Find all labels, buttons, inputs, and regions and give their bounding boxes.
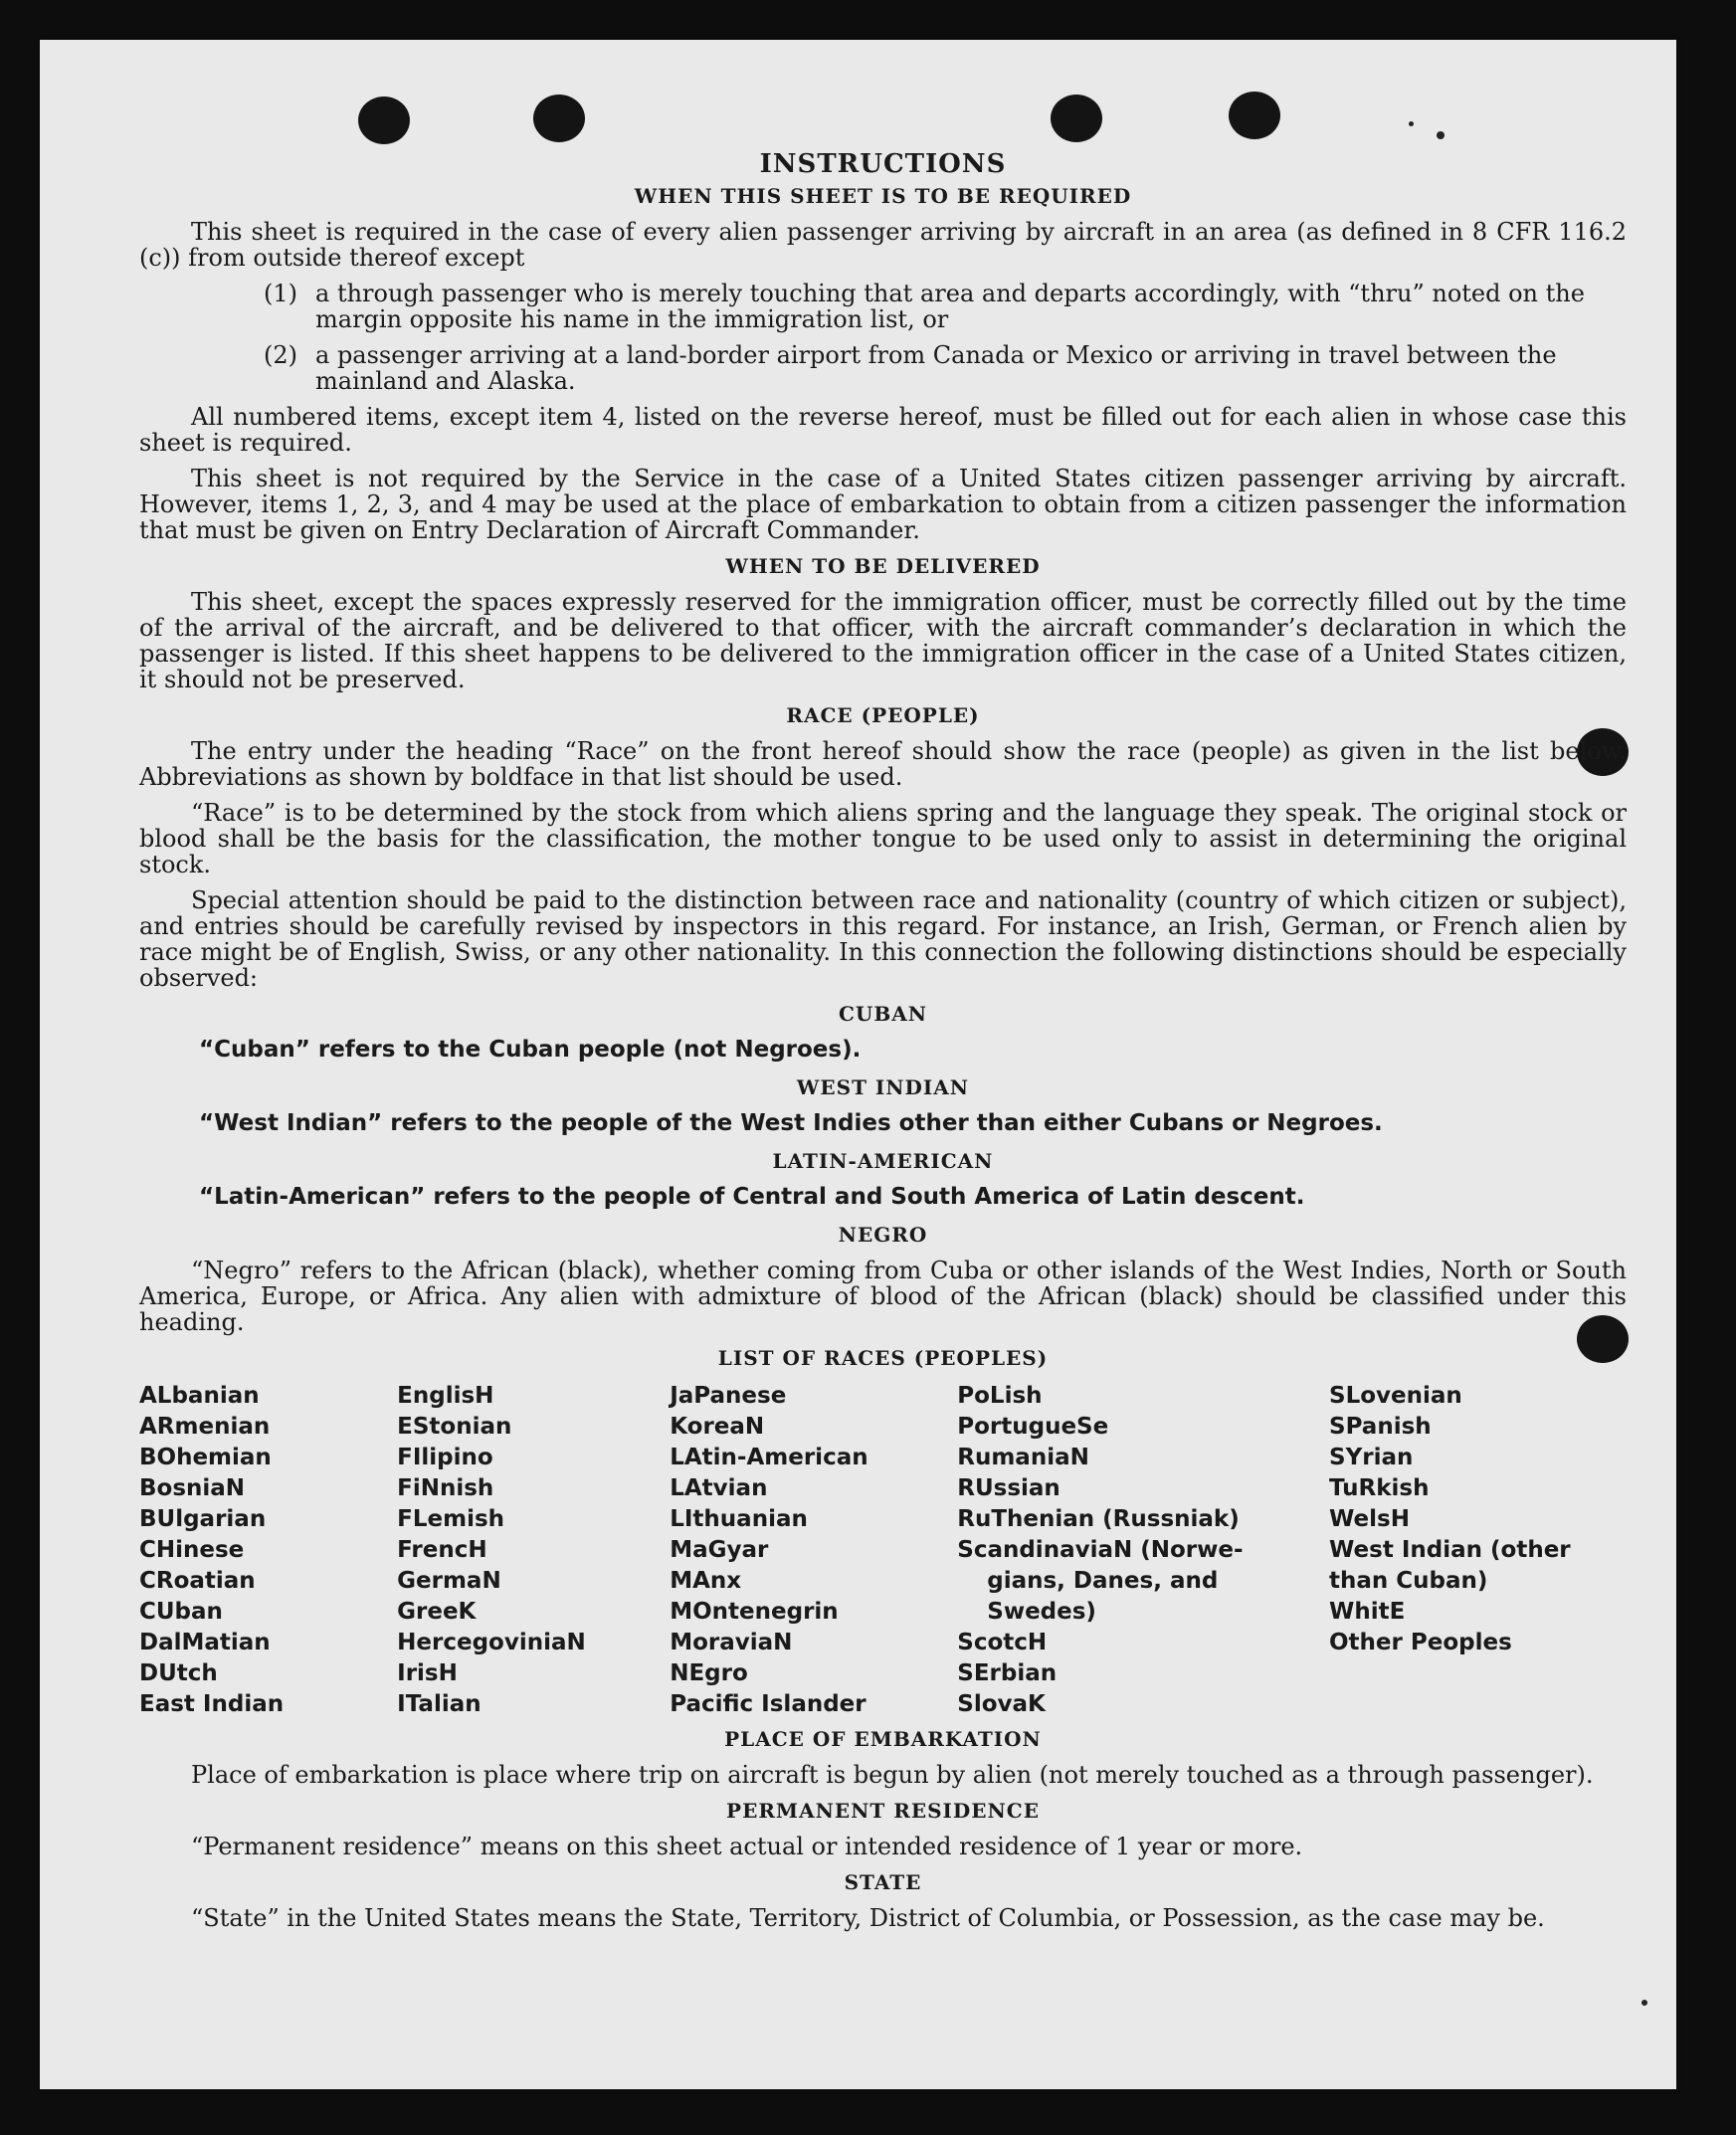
race-entry: DUtch xyxy=(139,1660,218,1686)
section-heading-latin-american: LATIN-AMERICAN xyxy=(772,1149,994,1173)
race-entry: WelsH xyxy=(1329,1506,1410,1532)
section-heading-delivered: WHEN TO BE DELIVERED xyxy=(725,554,1041,578)
races-column-3 xyxy=(670,1381,957,1720)
section-heading-cuban: CUBAN xyxy=(838,1002,928,1026)
race-entry: EStonian xyxy=(397,1414,512,1440)
race-entry-continued: than Cuban) xyxy=(1329,1568,1488,1594)
item-number: (1) xyxy=(264,280,297,307)
race-entry: SYrian xyxy=(1329,1445,1414,1470)
dust-speck xyxy=(1641,2000,1647,2006)
race-para-1: The entry under the heading “Race” on the front hereof should show the race (people) as given in the list below. Abbreviations as shown by boldface in that list should be used. xyxy=(139,737,1627,791)
document-sheet xyxy=(40,40,1676,2089)
delivered-para: This sheet, except the spaces expressly reserved for the immigration officer, must be correctly filled out by the time of the arrival of the aircraft, and be delivered to that officer, with the aircraft commander’s declaration in which the passenger is listed. If this sheet happens to be delivered to the immigration officer in the case of a United States citizen, it should not be preserved. xyxy=(139,588,1627,693)
race-entry: HercegoviniaN xyxy=(397,1630,586,1655)
race-entry: ITalian xyxy=(397,1691,482,1717)
race-entry: PortugueSe xyxy=(957,1414,1109,1440)
item-number: (2) xyxy=(264,341,297,369)
race-entry: IrisH xyxy=(397,1660,458,1686)
race-entry: LAtvian xyxy=(670,1475,768,1501)
west-indian-definition: “West Indian” refers to the people of the West Indies other than either Cubans or Negroes. xyxy=(199,1110,1383,1136)
race-entry: MoraviaN xyxy=(670,1630,793,1655)
race-entry: NEgro xyxy=(670,1660,748,1686)
race-entry: EnglisH xyxy=(397,1383,494,1409)
race-entry: BosniaN xyxy=(139,1475,246,1501)
race-entry: GreeK xyxy=(397,1599,477,1625)
required-intro: This sheet is required in the case of every alien passenger arriving by aircraft in an area (as defined in 8 CFR 116.2 (c)) from outside thereof except xyxy=(139,218,1627,272)
race-entry: LIthuanian xyxy=(670,1506,808,1532)
races-list xyxy=(139,1381,1627,1720)
state-definition: “State” in the United States means the State, Territory, District of Columbia, or Possession, as the case may be. xyxy=(191,1904,1545,1932)
section-heading-race: RACE (PEOPLE) xyxy=(786,703,980,727)
race-para-3: Special attention should be paid to the distinction between race and nationality (country of which citizen or subject), and entries should be carefully revised by inspectors in this regard. For instance, an Irish, German, or French alien by race might be of English, Swiss, or any other nationality. In this connection the following distinctions should be especially observed: xyxy=(139,886,1627,992)
race-entry: FiNnish xyxy=(397,1475,494,1501)
section-heading-state: STATE xyxy=(844,1870,922,1894)
exception-item-2 xyxy=(264,342,1627,394)
race-entry: DalMatian xyxy=(139,1630,271,1655)
race-entry-continued: gians, Danes, and xyxy=(987,1568,1219,1594)
races-column-1 xyxy=(139,1381,397,1720)
race-para-2: “Race” is to be determined by the stock from which aliens spring and the language they speak. The original stock or blood shall be the basis for the classification, the mother tongue to be used only to assist in determining the original stock. xyxy=(139,799,1627,878)
required-para-3: This sheet is not required by the Service in the case of a United States citizen passenger arriving by aircraft. However, items 1, 2, 3, and 4 may be used at the place of embarkation to obtain from a citizen passenger the information that must be given on Entry Declaration of Aircraft Commander. xyxy=(139,465,1627,544)
race-entry: CUban xyxy=(139,1599,223,1625)
page-title: INSTRUCTIONS xyxy=(759,149,1007,179)
embarkation-definition: Place of embarkation is place where trip on aircraft is begun by alien (not merely touched as a through passenger). xyxy=(191,1761,1594,1789)
race-entry: SPanish xyxy=(1329,1414,1432,1440)
race-entry: MaGyar xyxy=(670,1537,769,1563)
races-column-5 xyxy=(1329,1381,1627,1720)
race-entry: FIlipino xyxy=(397,1445,493,1470)
residence-definition: “Permanent residence” means on this sheet actual or intended residence of 1 year or more. xyxy=(191,1833,1303,1860)
race-entry: LAtin-American xyxy=(670,1445,868,1470)
race-entry: ScotcH xyxy=(957,1630,1048,1655)
latin-american-definition: “Latin-American” refers to the people of Central and South America of Latin descent. xyxy=(199,1184,1305,1210)
item-text: a passenger arriving at a land-border airport from Canada or Mexico or arriving in travel between the mainland and Alaska. xyxy=(315,341,1557,395)
races-column-4 xyxy=(957,1381,1329,1720)
race-entry: West Indian (other xyxy=(1329,1537,1571,1563)
race-entry: SLovenian xyxy=(1329,1383,1462,1409)
race-entry: ARmenian xyxy=(139,1414,271,1440)
race-entry: BUlgarian xyxy=(139,1506,267,1532)
item-text: a through passenger who is merely touching that area and departs accordingly, with “thru” noted on the margin opposite his name in the immigration list, or xyxy=(315,280,1585,333)
section-heading-negro: NEGRO xyxy=(838,1223,928,1247)
race-entry: PoLish xyxy=(957,1383,1043,1409)
race-entry: WhitE xyxy=(1329,1599,1406,1625)
race-entry-continued: Swedes) xyxy=(987,1599,1096,1625)
race-entry: East Indian xyxy=(139,1691,285,1717)
section-heading-west-indian: WEST INDIAN xyxy=(796,1075,970,1099)
race-entry: KoreaN xyxy=(670,1414,765,1440)
race-entry: Pacific Islander xyxy=(670,1691,867,1717)
race-entry: MAnx xyxy=(670,1568,742,1594)
section-heading-list-of-races: LIST OF RACES (PEOPLES) xyxy=(717,1346,1049,1370)
race-entry: CHinese xyxy=(139,1537,245,1563)
race-entry: GermaN xyxy=(397,1568,501,1594)
race-entry: Other Peoples xyxy=(1329,1630,1512,1655)
cuban-definition: “Cuban” refers to the Cuban people (not Negroes). xyxy=(199,1037,862,1063)
negro-definition: “Negro” refers to the African (black), whether coming from Cuba or other islands of the West Indies, North or South America, Europe, or Africa. Any alien with admixture of blood of the African (black) should be classified under this heading. xyxy=(139,1257,1627,1336)
race-entry: RUssian xyxy=(957,1475,1061,1501)
race-entry: FrencH xyxy=(397,1537,487,1563)
race-entry: RumaniaN xyxy=(957,1445,1089,1470)
race-entry: BOhemian xyxy=(139,1445,272,1470)
instructions-content xyxy=(139,111,1627,1941)
race-entry: JaPanese xyxy=(670,1383,787,1409)
race-entry: CRoatian xyxy=(139,1568,256,1594)
race-entry: ALbanian xyxy=(139,1383,260,1409)
race-entry: MOntenegrin xyxy=(670,1599,839,1625)
race-entry: SErbian xyxy=(957,1660,1058,1686)
section-heading-residence: PERMANENT RESIDENCE xyxy=(726,1799,1040,1823)
required-para-2: All numbered items, except item 4, listed on the reverse hereof, must be filled out for each alien in whose case this sheet is required. xyxy=(139,403,1627,457)
section-heading-required: WHEN THIS SHEET IS TO BE REQUIRED xyxy=(634,184,1132,208)
race-entry: ScandinaviaN (Norwe- xyxy=(957,1537,1244,1563)
section-heading-embarkation: PLACE OF EMBARKATION xyxy=(724,1727,1042,1751)
race-entry: SlovaK xyxy=(957,1691,1046,1717)
race-entry: FLemish xyxy=(397,1506,505,1532)
race-entry: TuRkish xyxy=(1329,1475,1430,1501)
exception-item-1 xyxy=(264,281,1627,332)
race-entry: RuThenian (Russniak) xyxy=(957,1506,1240,1532)
races-column-2 xyxy=(397,1381,670,1720)
